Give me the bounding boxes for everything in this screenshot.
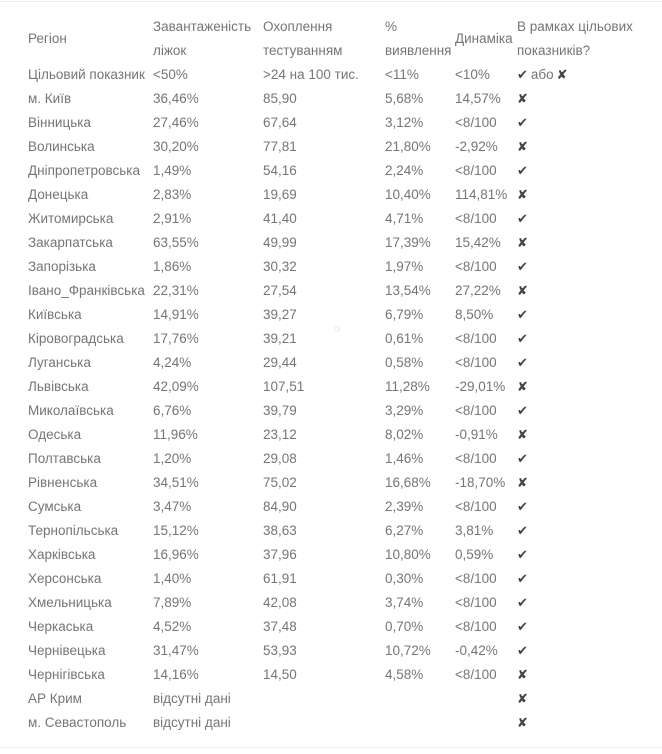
table-header-row [0,15,662,63]
check-icon: ✔ [517,307,529,322]
check-icon: ✔ [517,67,528,82]
testing-coverage-cell: 29,44 [263,355,297,370]
cross-icon: ✘ [517,667,529,682]
cross-icon: ✘ [517,139,529,154]
testing-coverage-cell: 39,27 [263,307,297,322]
table-row [0,591,662,615]
column-header-detection-rate-line2: виявлення [385,43,452,58]
testing-coverage-cell: 42,08 [263,595,297,610]
bed-occupancy-cell: 3,47% [153,499,192,514]
dynamics-cell: <8/100 [455,403,497,418]
table-row [0,639,662,663]
table-row [0,615,662,639]
bed-occupancy-cell: 1,20% [153,451,192,466]
check-icon: ✔ [517,115,529,130]
table-row [0,663,662,687]
dynamics-cell: 15,42% [455,235,501,250]
region-cell: Київська [28,307,82,322]
detection-rate-cell: 2,24% [385,163,424,178]
target-bed-occupancy-cell: <50% [153,67,188,82]
detection-rate-cell: 10,80% [385,547,431,562]
detection-rate-cell: 17,39% [385,235,431,250]
top-divider [0,1,662,2]
table-row [0,87,662,111]
bottom-divider [0,747,662,748]
detection-rate-cell: 13,54% [385,283,431,298]
detection-rate-cell: 10,72% [385,643,431,658]
bed-occupancy-cell: 7,89% [153,595,192,610]
column-header-dynamics-label: Динаміка [455,31,513,46]
target-indicator-row [0,63,662,87]
bed-occupancy-cell: 1,49% [153,163,192,178]
dynamics-cell: 114,81% [455,187,508,202]
region-cell: Тернопільська [28,523,119,538]
dynamics-cell: 8,50% [455,307,494,322]
region-cell: Донецька [28,187,89,202]
check-icon: ✔ [517,331,529,346]
detection-rate-cell: 16,68% [385,475,431,490]
column-header-within-targets-line1: В рамках цільових [517,19,633,34]
check-icon: ✔ [517,619,529,634]
bed-occupancy-cell: 36,46% [153,91,199,106]
testing-coverage-cell: 27,54 [263,283,297,298]
dynamics-cell: <8/100 [455,259,497,274]
region-cell: Закарпатська [28,235,113,250]
bed-occupancy-cell: 1,40% [153,571,192,586]
bed-occupancy-cell: 14,16% [153,667,199,682]
table-row [0,423,662,447]
testing-coverage-cell: 84,90 [263,499,297,514]
detection-rate-cell: 11,28% [385,379,430,394]
detection-rate-cell: 0,70% [385,619,424,634]
target-within-targets-cell [517,63,662,87]
detection-rate-cell: 3,74% [385,595,424,610]
column-header-bed-occupancy-line2: ліжок [153,43,187,58]
region-cell: Рівненська [28,475,98,490]
detection-rate-cell: 1,97% [385,259,424,274]
testing-coverage-cell: 53,93 [263,643,297,658]
check-icon: ✔ [517,547,529,562]
table-row [0,687,662,711]
detection-rate-cell: 0,58% [385,355,424,370]
testing-coverage-cell: 61,91 [263,571,297,586]
testing-coverage-cell: 39,21 [263,331,297,346]
bed-occupancy-cell: 4,24% [153,355,192,370]
detection-rate-cell: 8,02% [385,427,424,442]
detection-rate-cell: 3,12% [385,115,424,130]
check-icon: ✔ [517,571,529,586]
detection-rate-cell: 3,29% [385,403,424,418]
region-cell: Полтавська [28,451,101,466]
dynamics-cell: 27,22% [455,283,501,298]
table-row [0,303,662,327]
dynamics-cell: -29,01% [455,379,506,394]
region-cell: Житомирська [28,211,114,226]
cross-icon: ✘ [556,67,568,82]
table-row [0,279,662,303]
dynamics-cell: <8/100 [455,451,497,466]
detection-rate-cell: 21,80% [385,139,431,154]
target-testing-coverage-cell: >24 на 100 тис. [263,67,359,82]
bed-occupancy-cell: 1,86% [153,259,192,274]
table-row [0,111,662,135]
column-header-detection-rate [385,15,455,63]
testing-coverage-cell: 67,64 [263,115,297,130]
table-row [0,519,662,543]
cross-icon: ✘ [517,691,529,706]
region-cell: Луганська [28,355,91,370]
check-icon: ✔ [517,523,529,538]
region-cell: Кіровоградська [28,331,124,346]
region-cell: Івано_Франківська [28,283,145,298]
testing-coverage-cell: 107,51 [263,379,305,394]
dynamics-cell: <8/100 [455,595,497,610]
bed-occupancy-cell: 42,09% [153,379,199,394]
bed-occupancy-cell: 17,76% [153,331,199,346]
testing-coverage-cell: 54,16 [263,163,297,178]
bed-occupancy-cell: 30,20% [153,139,199,154]
cross-icon: ✘ [517,715,529,730]
detection-rate-cell: 6,27% [385,523,424,538]
table-row [0,159,662,183]
cross-icon: ✘ [517,427,529,442]
region-cell: Чернівецька [28,643,106,658]
check-icon: ✔ [517,451,529,466]
cross-icon: ✘ [517,235,529,250]
column-header-testing-coverage-line2: тестуванням [263,43,343,58]
region-cell: Запорізька [28,259,96,274]
dynamics-cell: -2,92% [455,139,498,154]
region-cell: Сумська [28,499,82,514]
check-icon: ✔ [517,595,529,610]
dynamics-cell: 0,59% [455,547,494,562]
region-cell: АР Крим [28,691,82,706]
dynamics-cell: <8/100 [455,571,497,586]
target-or-label: або [530,67,554,82]
testing-coverage-cell: 41,40 [263,211,297,226]
dynamics-cell: <8/100 [455,331,497,346]
check-icon: ✔ [517,499,529,514]
testing-coverage-cell: 14,50 [263,667,297,682]
bed-occupancy-cell: 22,31% [153,283,199,298]
table-row [0,207,662,231]
check-icon: ✔ [517,643,529,658]
column-header-within-targets-line2: показників? [517,43,591,58]
target-region-cell: Цільовий показник [28,67,145,82]
region-cell: м. Севастополь [28,715,127,730]
dynamics-cell: 14,57% [455,91,501,106]
region-cell: Черкаська [28,619,94,634]
cross-icon: ✘ [517,187,529,202]
column-header-testing-coverage [263,15,385,63]
testing-coverage-cell: 75,02 [263,475,297,490]
bed-occupancy-cell: 4,52% [153,619,192,634]
check-icon: ✔ [517,403,529,418]
region-cell: м. Київ [28,91,72,106]
dynamics-cell: <8/100 [455,115,497,130]
column-header-bed-occupancy [153,15,263,63]
table-row [0,399,662,423]
table-row [0,231,662,255]
dynamics-cell: -0,91% [455,427,498,442]
dynamics-cell: -0,42% [455,643,498,658]
bed-occupancy-cell: 15,12% [153,523,199,538]
cross-icon: ✘ [517,475,529,490]
bed-occupancy-cell: 63,55% [153,235,199,250]
table-row [0,327,662,351]
table-row [0,135,662,159]
region-cell: Вінницька [28,115,91,130]
detection-rate-cell: 5,68% [385,91,424,106]
bed-occupancy-cell: 27,46% [153,115,199,130]
detection-rate-cell: 4,71% [385,211,424,226]
table-row [0,447,662,471]
target-dynamics-cell: <10% [455,67,490,82]
testing-coverage-cell: 19,69 [263,187,297,202]
bed-occupancy-cell: 11,96% [153,427,198,442]
detection-rate-cell: 0,61% [385,331,424,346]
region-cell: Хмельницька [28,595,112,610]
cross-icon: ✘ [517,91,529,106]
check-icon: ✔ [517,355,529,370]
check-icon: ✔ [517,163,529,178]
testing-coverage-cell: 30,32 [263,259,297,274]
testing-coverage-cell: 39,79 [263,403,297,418]
testing-coverage-cell: 29,08 [263,451,297,466]
testing-coverage-cell: 85,90 [263,91,297,106]
detection-rate-cell: 4,58% [385,667,424,682]
detection-rate-cell: 6,79% [385,307,424,322]
bed-occupancy-cell: 6,76% [153,403,192,418]
target-detection-rate-cell: <11% [385,67,419,82]
detection-rate-cell: 1,46% [385,451,424,466]
bed-occupancy-cell: 34,51% [153,475,199,490]
column-header-bed-occupancy-line1: Завантаженість [153,19,252,34]
detection-rate-cell: 2,39% [385,499,424,514]
table-row [0,495,662,519]
testing-coverage-cell: 38,63 [263,523,297,538]
region-cell: Дніпропетровська [28,163,141,178]
indicators-table [0,15,662,735]
bed-occupancy-cell: 31,47% [153,643,199,658]
dynamics-cell: <8/100 [455,355,497,370]
bed-occupancy-cell: відсутні дані [153,715,231,730]
testing-coverage-cell: 37,48 [263,619,297,634]
table-row [0,543,662,567]
column-header-detection-rate-line1: % [385,19,398,34]
testing-coverage-cell: 49,99 [263,235,297,250]
bed-occupancy-cell: 16,96% [153,547,199,562]
dynamics-cell: <8/100 [455,667,497,682]
table-row [0,567,662,591]
dynamics-cell: <8/100 [455,211,497,226]
region-cell: Львівська [28,379,89,394]
testing-coverage-cell: 37,96 [263,547,297,562]
column-header-dynamics [455,15,517,63]
region-cell: Херсонська [28,571,102,586]
table-row [0,471,662,495]
table-body [0,87,662,735]
table-row [0,351,662,375]
column-header-within-targets [517,15,662,63]
region-cell: Одеська [28,427,82,442]
region-cell: Волинська [28,139,95,154]
bed-occupancy-cell: 2,83% [153,187,192,202]
testing-coverage-cell: 23,12 [263,427,297,442]
table-row [0,711,662,735]
dynamics-cell: <8/100 [455,499,497,514]
bed-occupancy-cell: 2,91% [153,211,192,226]
column-header-region-label: Регіон [28,31,67,46]
bed-occupancy-cell: 14,91% [153,307,199,322]
cross-icon: ✘ [517,379,529,394]
dynamics-cell: <8/100 [455,619,497,634]
table-row [0,375,662,399]
dynamics-cell: -18,70% [455,475,506,490]
bed-occupancy-cell: відсутні дані [153,691,231,706]
table-row [0,255,662,279]
dynamics-cell: 3,81% [455,523,494,538]
detection-rate-cell: 10,40% [385,187,431,202]
table-row [0,183,662,207]
check-icon: ✔ [517,259,529,274]
column-header-testing-coverage-line1: Охоплення [263,19,333,34]
check-icon: ✔ [517,211,529,226]
region-cell: Чернігівська [28,667,105,682]
region-cell: Харківська [28,547,96,562]
testing-coverage-cell: 77,81 [263,139,297,154]
detection-rate-cell: 0,30% [385,571,424,586]
column-header-region [28,15,153,63]
cross-icon: ✘ [517,283,529,298]
region-cell: Миколаївська [28,403,114,418]
dynamics-cell: <8/100 [455,163,497,178]
